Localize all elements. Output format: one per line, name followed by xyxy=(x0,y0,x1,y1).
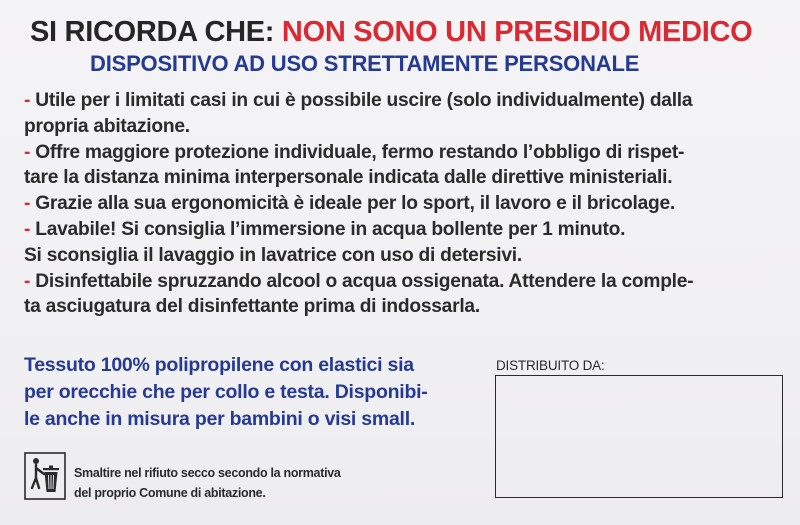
list-item-line: Offre maggiore protezione individuale, fermo restando l’obbligo di rispet- xyxy=(35,141,685,163)
disposal-instructions xyxy=(74,463,341,503)
list-item-protection xyxy=(24,140,794,192)
list-item-ergonomics xyxy=(24,191,794,217)
list-item-usage xyxy=(24,88,794,140)
headline-warning: NON SONO UN PRESIDIO MEDICO xyxy=(281,16,753,48)
distributor-label: DISTRIBUITO DA: xyxy=(496,358,605,373)
disposal-line: Smaltire nel rifiuto secco secondo la normativa xyxy=(74,466,341,480)
fabric-line: Tessuto 100% polipropilene con elastici sia xyxy=(24,354,414,376)
list-item-line: Si sconsiglia il lavaggio in lavatrice con uso di detersivi. xyxy=(24,244,522,266)
list-item-line: Lavabile! Si consiglia l’immersione in acqua bollente per 1 minuto. xyxy=(35,218,626,240)
list-dash: - xyxy=(24,90,31,111)
list-item-washing xyxy=(24,217,794,269)
list-dash: - xyxy=(24,218,31,240)
headline xyxy=(30,12,752,52)
list-dash: - xyxy=(24,270,31,292)
subheadline: DISPOSITIVO AD USO STRETTAMENTE PERSONALE xyxy=(90,51,640,76)
list-item-line: tare la distanza minima interpersonale indicata dalle direttive ministeriali. xyxy=(24,167,673,189)
list-item-line: Disinfettabile spruzzando alcool o acqua ossigenata. Attendere la comple- xyxy=(35,270,694,292)
list-item-line: ta asciugatura del disinfettante prima di indossarla. xyxy=(24,296,480,318)
headline-lead: SI RICORDA CHE: xyxy=(30,16,275,48)
disposal-line: del proprio Comune di abitazione. xyxy=(74,486,266,500)
fabric-line: per orecchie che per collo e testa. Disponibi- xyxy=(24,381,428,403)
list-item-line: propria abitazione. xyxy=(24,115,190,137)
list-item-line: Grazie alla sua ergonomicità è ideale per lo sport, il lavoro e il bricolage. xyxy=(35,193,675,215)
list-item-disinfection xyxy=(24,269,794,321)
list-dash: - xyxy=(24,141,31,163)
list-dash: - xyxy=(24,193,31,215)
distributor-box xyxy=(495,375,783,498)
fabric-description xyxy=(24,352,474,433)
feature-list xyxy=(24,88,794,320)
fabric-line: le anche in misura per bambini o visi small. xyxy=(24,408,416,430)
list-item-line: Utile per i limitati casi in cui è possibile uscire (solo individualmente) dalla xyxy=(35,90,693,111)
trash-bin-person-icon xyxy=(24,452,66,500)
